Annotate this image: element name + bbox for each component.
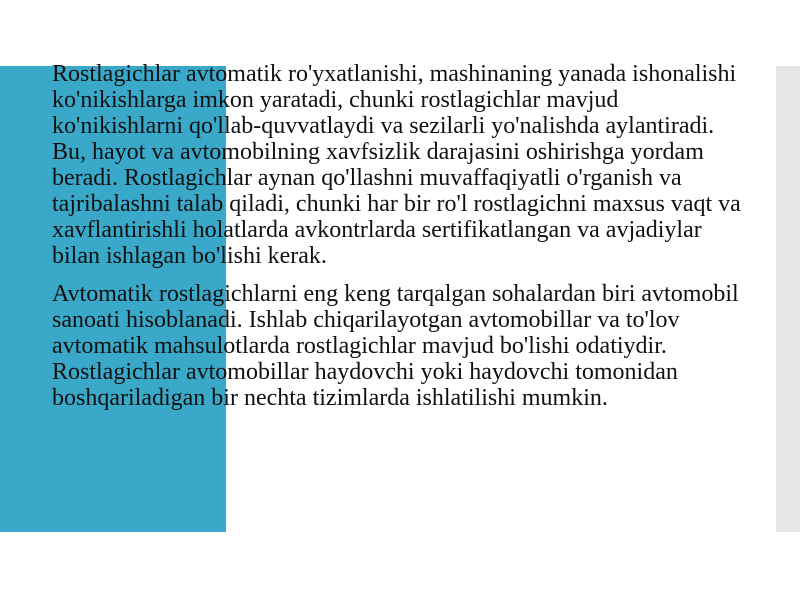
slide-body-text (52, 61, 752, 423)
right-edge-strip (776, 66, 800, 532)
paragraph-1: Rostlagichlar avtomatik ro'yxatlanishi, mashinaning yanada ishonalishi ko'nikishlarga imkon yaratadi, chunki rostlagichlar mavjud ko'nikishlarni qo'llab-quvvatlaydi va sezilarli yo'nalishda aylantiradi. Bu, hayot va avtomobilning xavfsizlik darajasini oshirishga yordam beradi. Rostlagichlar aynan qo'llashni muvaffaqiyatli o'rganish va tajribalashni talab qiladi, chunki har bir ro'l rostlagichni maxsus vaqt va xavflantirishli holatlarda avkontrlarda sertifikatlangan va avjadiylar bilan ishlagan bo'lishi kerak. (52, 61, 741, 269)
paragraph-2: Avtomatik rostlagichlarni eng keng tarqalgan sohalardan biri avtomobil sanoati hisoblanadi. Ishlab chiqarilayotgan avtomobillar va to'lov avtomatik mahsulotlarda rostlagichlar mavjud bo'lishi odatiydir. Rostlagichlar avtomobillar haydovchi yoki haydovchi tomonidan boshqariladigan bir nechta tizimlarda ishlatilishi mumkin. (52, 281, 739, 411)
